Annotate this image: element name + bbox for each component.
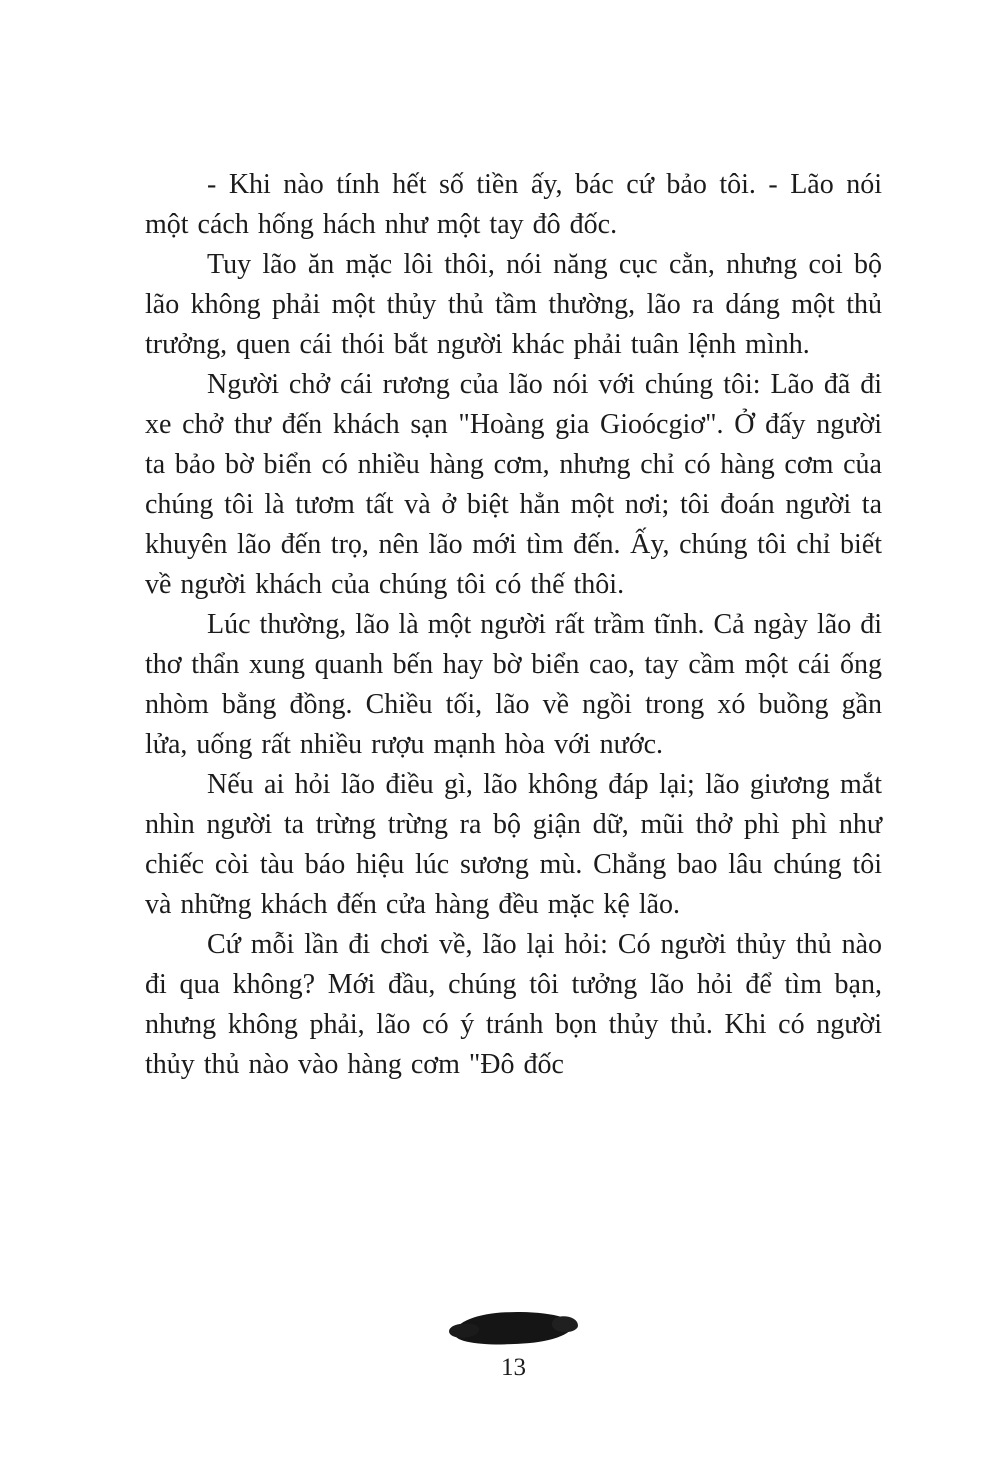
paragraph: Cứ mỗi lần đi chơi về, lão lại hỏi: Có người thủy thủ nào đi qua không? Mới đầu, chúng tôi tưởng lão hỏi để tìm bạn, nhưng không phải, lão có ý tránh bọn thủy thủ. Khi có người thủy thủ nào vào hàng cơm "Đô đốc — [145, 929, 882, 1080]
paragraph: Lúc thường, lão là một người rất trầm tĩnh. Cả ngày lão đi thơ thẩn xung quanh bến hay bờ biển cao, tay cầm một cái ống nhòm bằng đồng. Chiều tối, lão về ngồi trong xó buồng gần lửa, uống rất nhiều rượu mạnh hòa với nước. — [145, 609, 882, 760]
paragraph: Người chở cái rương của lão nói với chúng tôi: Lão đã đi xe chở thư đến khách sạn "Hoàng gia Gioócgiơ". Ở đấy người ta bảo bờ biển có nhiều hàng cơm, nhưng chỉ có hàng cơm của chúng tôi là tươm tất và ở biệt hẳn một nơi; tôi đoán người ta khuyên lão đến trọ, nên lão mới tìm đến. Ấy, chúng tôi chỉ biết về người khách của chúng tôi có thế thôi. — [145, 369, 882, 600]
ink-smudge-icon — [454, 1310, 573, 1346]
paragraph: Tuy lão ăn mặc lôi thôi, nói năng cục cằn, nhưng coi bộ lão không phải một thủy thủ tầm thường, lão ra dáng một thủ trưởng, quen cái thói bắt người khác phải tuân lệnh mình. — [145, 249, 882, 360]
page-footer — [145, 1312, 882, 1383]
paragraph: - Khi nào tính hết số tiền ấy, bác cứ bảo tôi. - Lão nói một cách hống hách như một tay đô đốc. — [145, 169, 882, 240]
paragraph: Nếu ai hỏi lão điều gì, lão không đáp lại; lão giương mắt nhìn người ta trừng trừng ra bộ giận dữ, mũi thở phì phì như chiếc còi tàu báo hiệu lúc sương mù. Chẳng bao lâu chúng tôi và những khách đến cửa hàng đều mặc kệ lão. — [145, 769, 882, 920]
page-number: 13 — [501, 1354, 526, 1381]
text-block — [145, 165, 882, 1085]
